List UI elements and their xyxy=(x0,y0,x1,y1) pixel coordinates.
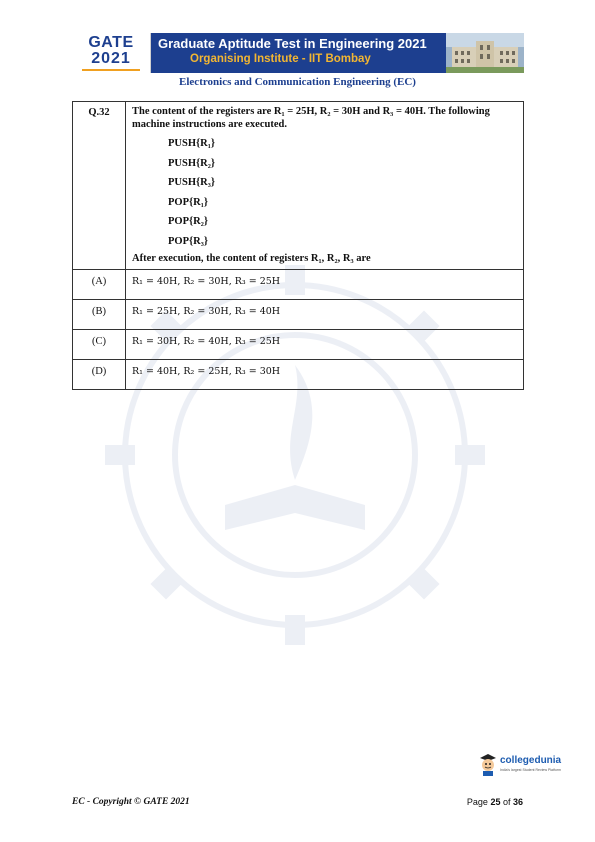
page-mid: of xyxy=(500,797,513,807)
option-label: (B) xyxy=(73,299,126,329)
collegedunia-logo xyxy=(478,752,578,778)
footer-copyright: EC - Copyright © GATE 2021 xyxy=(72,797,190,807)
option-label: (A) xyxy=(73,269,126,299)
question-prompt: After execution, the content of registers R₁, R₂, R₃ are xyxy=(132,253,371,264)
building-icon xyxy=(446,33,524,73)
option-text: R₁ = 30H, R₂ = 40H, R₃ = 25H xyxy=(126,329,524,359)
subject-title: Electronics and Communication Engineering (EC) xyxy=(179,76,416,88)
instruction-5: POP{R₂} xyxy=(168,216,209,227)
option-row-b[interactable] xyxy=(73,299,524,329)
page-number xyxy=(467,797,523,807)
question-row xyxy=(73,102,524,270)
option-text: R₁ = 40H, R₂ = 30H, R₃ = 25H xyxy=(126,269,524,299)
banner-subtitle: Organising Institute - IIT Bombay xyxy=(190,53,371,65)
option-text: R₁ = 25H, R₂ = 30H, R₃ = 40H xyxy=(126,299,524,329)
option-row-a[interactable] xyxy=(73,269,524,299)
logo-year-text: 2021 xyxy=(91,50,131,67)
page-current: 25 xyxy=(490,797,501,807)
question-stem: The content of the registers are R₁ = 25H, R₂ = 30H and R₃ = 40H. The following machine instructions are executed. xyxy=(132,106,490,130)
brand-name: collegedunia xyxy=(500,755,562,766)
option-row-c[interactable] xyxy=(73,329,524,359)
option-text: R₁ = 40H, R₂ = 25H, R₃ = 30H xyxy=(126,359,524,389)
mascot-icon xyxy=(478,752,498,776)
instruction-1: PUSH{R₁} xyxy=(168,138,216,149)
question-table xyxy=(72,101,524,390)
banner-title: Graduate Aptitude Test in Engineering 2021 xyxy=(158,36,427,51)
option-row-d[interactable] xyxy=(73,359,524,389)
page-total: 36 xyxy=(512,797,523,807)
header-banner xyxy=(72,33,524,73)
logo-strip xyxy=(82,69,140,71)
option-label: (C) xyxy=(73,329,126,359)
gate-logo xyxy=(72,33,151,73)
question-number: Q.32 xyxy=(73,102,126,270)
logo-gate-text: GATE xyxy=(88,34,134,51)
instruction-6: POP{R₃} xyxy=(168,235,209,247)
page-prefix: Page xyxy=(466,797,491,807)
brand-tagline: India's largest Student Review Platform xyxy=(500,768,561,772)
instruction-4: POP{R₁} xyxy=(168,196,209,208)
instruction-3: PUSH{R₃} xyxy=(168,177,216,188)
instruction-2: PUSH{R₂} xyxy=(168,157,216,169)
question-body xyxy=(126,102,524,270)
option-label: (D) xyxy=(73,359,126,389)
